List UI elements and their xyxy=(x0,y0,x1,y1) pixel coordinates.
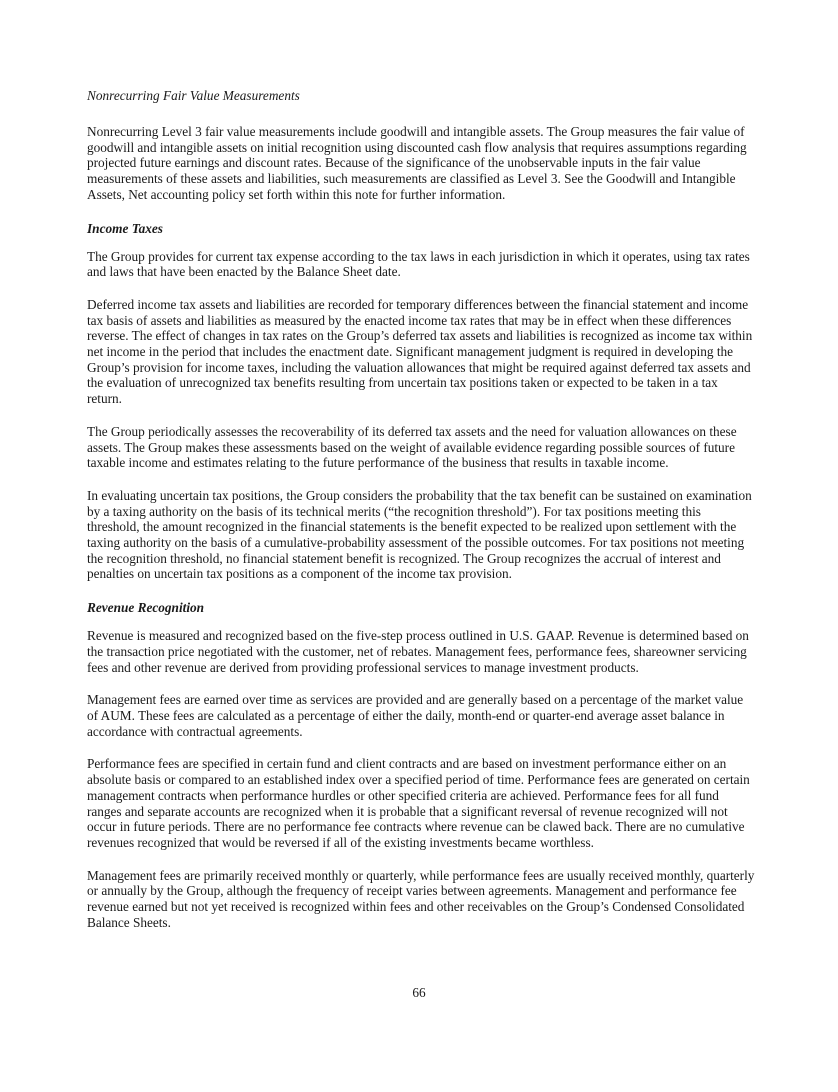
revenue-recognition-heading: Revenue Recognition xyxy=(87,600,205,616)
revenue-recognition-paragraph-3: Performance fees are specified in certain fund and client contracts and are based on investment performance either on an absolute basis or compared to an established index over a specified period of time. Performance fees are generated on certain management contracts when performance hurdles or other specified criteria are achieved. Performance fees for all fund ranges and separate accounts are recognized when it is probable that a significant reversal of revenue recognized will not occur in future periods. There are no performance fee contracts where revenue can be clawed back. There are no cumulative revenues recognized that would be reversed if all of the existing investments became worthless. xyxy=(87,756,750,850)
income-taxes-paragraph-3: The Group periodically assesses the recoverability of its deferred tax assets and the need for valuation allowances on these assets. The Group makes these assessments based on the weight of available evidence regarding possible sources of future taxable income and estimates relating to the future performance of the business that results in taxable income. xyxy=(87,423,737,471)
document-page xyxy=(87,87,755,947)
income-taxes-paragraph-1: The Group provides for current tax expense according to the tax laws in each jurisdiction in which it operates, using tax rates and laws that have been enacted by the Balance Sheet date. xyxy=(87,248,750,280)
revenue-recognition-paragraph-1: Revenue is measured and recognized based on the five-step process outlined in U.S. GAAP. Revenue is determined based on the transaction price negotiated with the customer, net of rebates. Management fees, performance fees, shareowner servicing fees and other revenue are derived from providing professional services to manage investment products. xyxy=(87,628,749,675)
fair-value-heading: Nonrecurring Fair Value Measurements xyxy=(87,88,300,103)
page-number: 66 xyxy=(412,985,426,1000)
income-taxes-paragraph-2: Deferred income tax assets and liabilities are recorded for temporary differences between the financial statement and income tax basis of assets and liabilities as measured by the enacted income tax rates that may be in effect when these differences reverse. The effect of changes in tax rates on the Group’s deferred tax assets and liabilities is recognized as income tax within net income in the period that includes the enactment date. Significant management judgment is required in developing the Group’s provision for income taxes, including the valuation allowances that might be required against deferred tax assets and the evaluation of unrecognized tax benefits resulting from uncertain tax positions taken or expected to be taken in a tax return. xyxy=(87,296,753,407)
income-taxes-paragraph-4: In evaluating uncertain tax positions, the Group considers the probability that the tax benefit can be sustained on examination by a taxing authority on the basis of its technical merits (“the recognition threshold”). For tax positions meeting this threshold, the amount recognized in the financial statements is the benefit expected to be realized upon settlement with the taxing authority on the basis of a cumulative-probability assessment of the possible outcomes. For tax positions not meeting the recognition threshold, no financial statement benefit is recognized. The Group recognizes the accrual of interest and penalties on uncertain tax positions as a component of the income tax provision. xyxy=(87,487,752,582)
revenue-recognition-paragraph-4: Management fees are primarily received monthly or quarterly, while performance fees are usually received monthly, quarterly or annually by the Group, although the frequency of receipt varies between agreements. Management and performance fee revenue earned but not yet received is recognized within fees and other receivables on the Group’s Condensed Consolidated Balance Sheets. xyxy=(87,867,755,930)
income-taxes-heading: Income Taxes xyxy=(87,220,163,236)
revenue-recognition-paragraph-2: Management fees are earned over time as services are provided and are generally based on a percentage of the market value of AUM. These fees are calculated as a percentage of either the daily, month-end or quarter-end average asset balance in accordance with contractual agreements. xyxy=(87,692,744,739)
fair-value-paragraph: Nonrecurring Level 3 fair value measurements include goodwill and intangible assets. The Group measures the fair value of goodwill and intangible assets on initial recognition using discounted cash flow analysis that requires assumptions regarding projected future earnings and discount rates. Because of the significance of the unobservable inputs in the fair value measurements of these assets and liabilities, such measurements are classified as Level 3. See the Goodwill and Intangible Assets, Net accounting policy set forth within this note for further information. xyxy=(87,124,747,202)
